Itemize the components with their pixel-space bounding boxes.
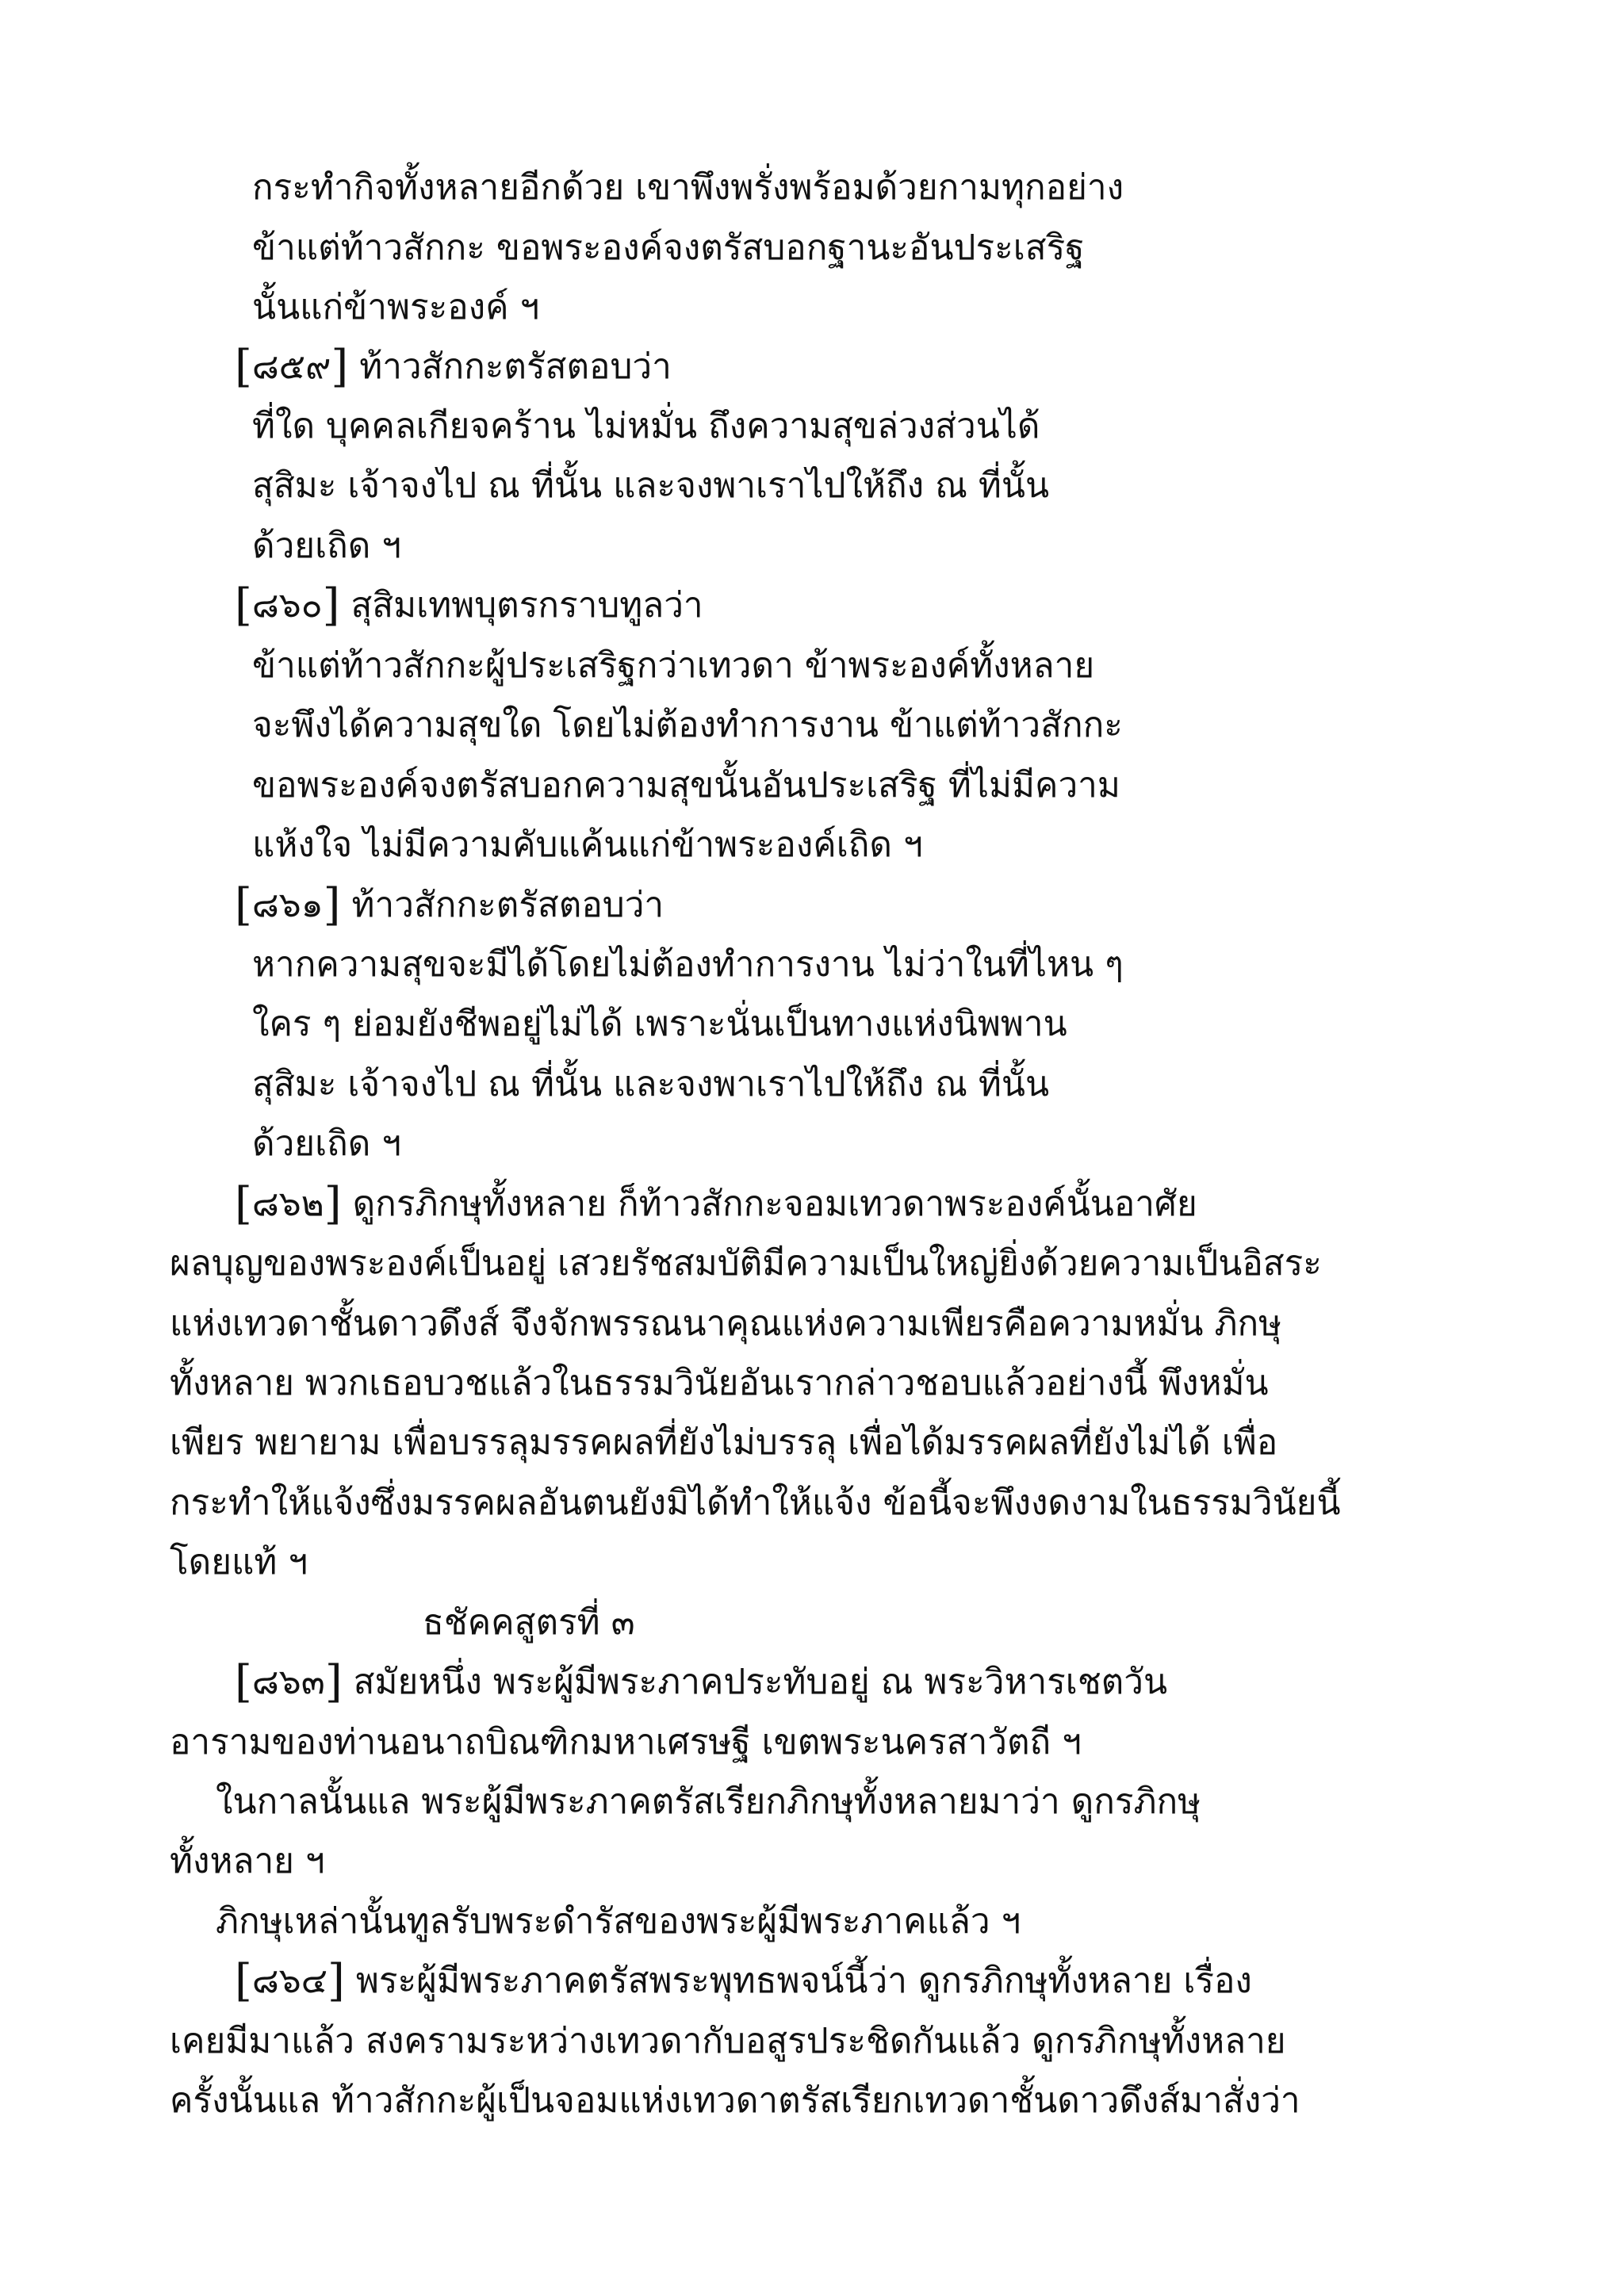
section-number: ๘๖๒ [251,1184,324,1224]
section-heading-text: สุสิมเทพบุตรกราบทูลว่า [350,585,703,626]
verse-line: ขอพระองค์จงตรัสบอกความสุขนั้นอันประเสริฐ ที่ไม่มีความ [252,765,1120,806]
bracket-close: ] [327,1955,345,2007]
paragraph-line: กระทำให้แจ้งซึ่งมรรคผลอันตนยังมิได้ทำให้แจ้ง ข้อนี้จะพึงงดงามในธรรมวินัยนี้ [170,1483,1341,1523]
paragraph-line: แห่งเทวดาชั้นดาวดึงส์ จึงจักพรรณนาคุณแห่งความเพียรคือความหมั่น ภิกษุ [170,1303,1282,1344]
section-heading [235,343,672,391]
bracket-close: ] [324,1178,342,1230]
paragraph-line: ภิกษุเหล่านั้นทูลรับพระดำรัสของพระผู้มีพระภาคแล้ว ฯ [216,1901,1021,1942]
section-number: ๘๖๓ [251,1662,325,1702]
bracket-close: ] [323,879,341,931]
paragraph-line: เพียร พยายาม เพื่อบรรลุมรรคผลที่ยังไม่บรรลุ เพื่อได้มรรคผลที่ยังไม่ได้ เพื่อ [170,1422,1278,1463]
verse-line: นั้นแก่ข้าพระองค์ ฯ [252,287,540,327]
paragraph-text: ดูกรภิกษุทั้งหลาย ก็ท้าวสักกะจอมเทวดาพระองค์นั้นอาศัย [352,1184,1197,1224]
paragraph-first-line [235,1178,1197,1230]
verse-line: แห้งใจ ไม่มีความคับแค้นแก่ข้าพระองค์เถิด ฯ [252,825,923,865]
verse-line: สุสิมะ เจ้าจงไป ณ ที่นั้น และจงพาเราไปให้ถึง ณ ที่นั้น [252,465,1050,506]
bracket-open: [ [235,1955,252,2007]
paragraph-line: อารามของท่านอนาถบิณฑิกมหาเศรษฐี เขตพระนครสาวัตถี ฯ [170,1722,1082,1762]
paragraph-line: ผลบุญของพระองค์เป็นอยู่ เสวยรัชสมบัติมีความเป็นใหญ่ยิ่งด้วยความเป็นอิสระ [170,1243,1322,1284]
section-number: ๘๕๙ [251,346,331,387]
paragraph-first-line [235,1656,1168,1708]
paragraph-text: พระผู้มีพระภาคตรัสพระพุทธพจน์นี้ว่า ดูกรภิกษุทั้งหลาย เรื่อง [355,1961,1252,2001]
paragraph-line: ครั้งนั้นแล ท้าวสักกะผู้เป็นจอมแห่งเทวดาตรัสเรียกเทวดาชั้นดาวดึงส์มาสั่งว่า [170,2080,1300,2121]
verse-line: หากความสุขจะมีได้โดยไม่ต้องทำการงาน ไม่ว่าในที่ไหน ๆ [252,944,1124,985]
paragraph-line: ทั้งหลาย พวกเธอบวชแล้วในธรรมวินัยอันเรากล่าวชอบแล้วอย่างนี้ พึงหมั่น [170,1363,1269,1403]
verse-line: ด้วยเถิด ฯ [252,526,402,566]
bracket-open: [ [235,879,252,931]
paragraph-line: โดยแท้ ฯ [170,1542,308,1582]
bracket-close: ] [322,580,340,631]
verse-line: สุสิมะ เจ้าจงไป ณ ที่นั้น และจงพาเราไปให้ถึง ณ ที่นั้น [252,1064,1050,1104]
verse-line: ใคร ๆ ย่อมยังชีพอยู่ไม่ได้ เพราะนั่นเป็นทางแห่งนิพพาน [252,1004,1067,1044]
paragraph-text: สมัยหนึ่ง พระผู้มีพระภาคประทับอยู่ ณ พระวิหารเชตวัน [353,1662,1168,1702]
paragraph-first-line [235,1957,1252,2005]
verse-line: กระทำกิจทั้งหลายอีกด้วย เขาพึงพรั่งพร้อมด้วยกามทุกอย่าง [252,167,1124,208]
paragraph-line: ในกาลนั้นแล พระผู้มีพระภาคตรัสเรียกภิกษุทั้งหลายมาว่า ดูกรภิกษุ [216,1781,1201,1822]
section-number: ๘๖๐ [251,585,323,626]
paragraph-line: ทั้งหลาย ฯ [170,1841,325,1881]
section-heading-text: ท้าวสักกะตรัสตอบว่า [351,885,665,925]
verse-line: ด้วยเถิด ฯ [252,1123,402,1164]
bracket-open: [ [235,1178,252,1230]
bracket-close: ] [331,341,349,392]
verse-line: ที่ใด บุคคลเกียจคร้าน ไม่หมั่น ถึงความสุขล่วงส่วนได้ [252,406,1040,446]
verse-line: จะพึงได้ความสุขใด โดยไม่ต้องทำการงาน ข้าแต่ท้าวสักกะ [252,705,1123,745]
bracket-open: [ [235,1656,252,1708]
sutta-title: ธชัคคสูตรที่ ๓ [423,1602,635,1643]
section-number: ๘๖๔ [251,1961,328,2001]
paragraph-line: เคยมีมาแล้ว สงครามระหว่างเทวดากับอสูรประชิดกันแล้ว ดูกรภิกษุทั้งหลาย [170,2021,1286,2061]
verse-line: ข้าแต่ท้าวสักกะผู้ประเสริฐกว่าเทวดา ข้าพระองค์ทั้งหลาย [252,645,1095,686]
section-heading [235,582,703,629]
section-heading [235,879,665,931]
bracket-open: [ [235,341,252,392]
section-heading-text: ท้าวสักกะตรัสตอบว่า [359,346,672,387]
bracket-close: ] [324,1656,343,1708]
section-number: ๘๖๑ [251,885,324,925]
verse-line: ข้าแต่ท้าวสักกะ ขอพระองค์จงตรัสบอกฐานะอันประเสริฐ [252,228,1085,268]
bracket-open: [ [235,580,252,631]
